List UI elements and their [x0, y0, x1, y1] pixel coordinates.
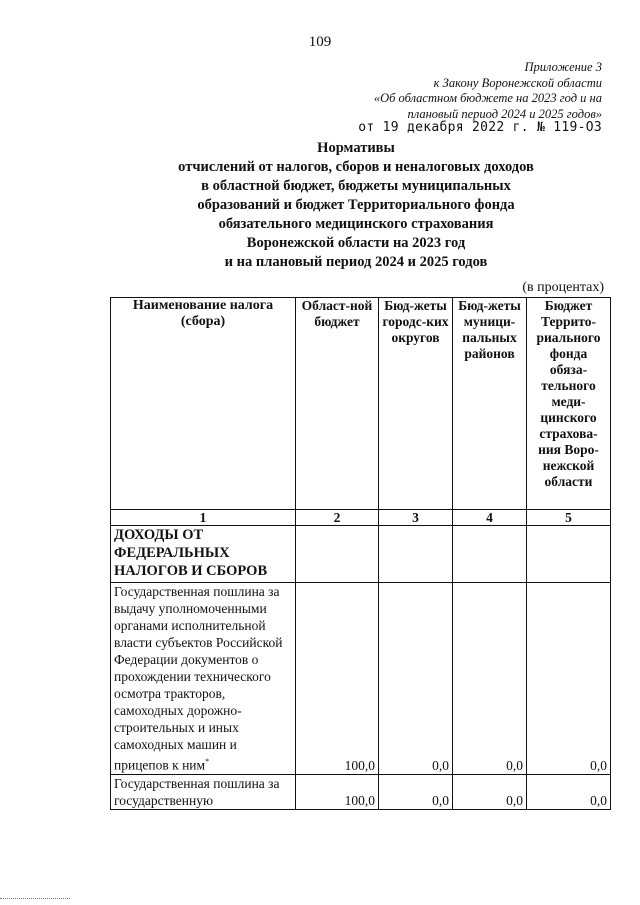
municipal-value: 0,0: [453, 774, 527, 809]
column-number: 5: [527, 510, 611, 526]
column-number: 2: [296, 510, 379, 526]
appendix-line: Приложение 3: [524, 60, 602, 74]
page-number: 109: [308, 34, 332, 50]
fund-value: 0,0: [527, 583, 611, 775]
title-line: Воронежской области на 2023 год: [246, 235, 466, 251]
appendix-line: к Закону Воронежской области: [433, 75, 602, 90]
column-number: 1: [111, 510, 296, 526]
section-row: [111, 526, 611, 583]
table-row: [111, 774, 611, 809]
tax-name-cell: [111, 583, 296, 775]
empty-cell: [296, 526, 379, 583]
regional-value: 100,0: [296, 774, 379, 809]
table-header-row: [111, 298, 611, 510]
title-line: в областной бюджет, бюджеты муниципальных: [201, 178, 511, 194]
city-value: 0,0: [379, 583, 453, 775]
title-line: обязательного медицинского страхования: [218, 216, 494, 232]
city-value: 0,0: [379, 774, 453, 809]
regional-value: 100,0: [296, 583, 379, 775]
header-municipal-districts: Бюд-жеты муници-пальных районов: [453, 298, 527, 510]
title-line: Нормативы: [317, 140, 395, 156]
fund-value: 0,0: [527, 774, 611, 809]
empty-cell: [379, 526, 453, 583]
empty-cell: [527, 526, 611, 583]
units-note: (в процентах): [522, 280, 604, 295]
column-number: 4: [453, 510, 527, 526]
document-title: [100, 139, 612, 272]
header-medical-fund: Бюджет Террито-риального фонда обяза-тельного меди-цинского страхова-ния Воро-нежской области: [527, 298, 611, 510]
municipal-value: 0,0: [453, 583, 527, 775]
title-line: образований и бюджет Территориального фонда: [197, 197, 515, 213]
appendix-line: плановый период 2024 и 2025 годов»: [407, 106, 602, 121]
footnote-marker: *: [205, 757, 210, 766]
law-date-stamp: от 19 декабря 2022 г. № 119-ОЗ: [358, 120, 602, 135]
norms-table: [110, 297, 611, 810]
title-line: и на плановый период 2024 и 2025 годов: [224, 254, 488, 270]
header-tax-name: Наименование налога (сбора): [111, 298, 296, 510]
tax-name-cell: [111, 774, 296, 809]
title-line: отчислений от налогов, сборов и неналоговых доходов: [178, 159, 534, 175]
column-numbers-row: [111, 510, 611, 526]
tax-name: Государственная пошлина за государственную: [114, 775, 280, 808]
table-row: [111, 583, 611, 775]
header-regional-budget: Област-ной бюджет: [296, 298, 379, 510]
appendix-line: «Об областном бюджете на 2023 год и на: [373, 91, 602, 105]
tax-name: Государственная пошлина за выдачу уполномоченными органами исполнительной власти субъектов Российской Федерации документов о прохождении технического осмотра тракторов, самоходных дорожно-строительных и иных самоходных машин и прицепов к ним: [114, 584, 283, 773]
column-number: 3: [379, 510, 453, 526]
empty-cell: [453, 526, 527, 583]
appendix-reference: [374, 60, 602, 122]
section-title: ДОХОДЫ ОТ ФЕДЕРАЛЬНЫХ НАЛОГОВ И СБОРОВ: [111, 526, 296, 583]
footnote-separator: [0, 898, 70, 899]
header-city-districts: Бюд-жеты городс-ких округов: [379, 298, 453, 510]
